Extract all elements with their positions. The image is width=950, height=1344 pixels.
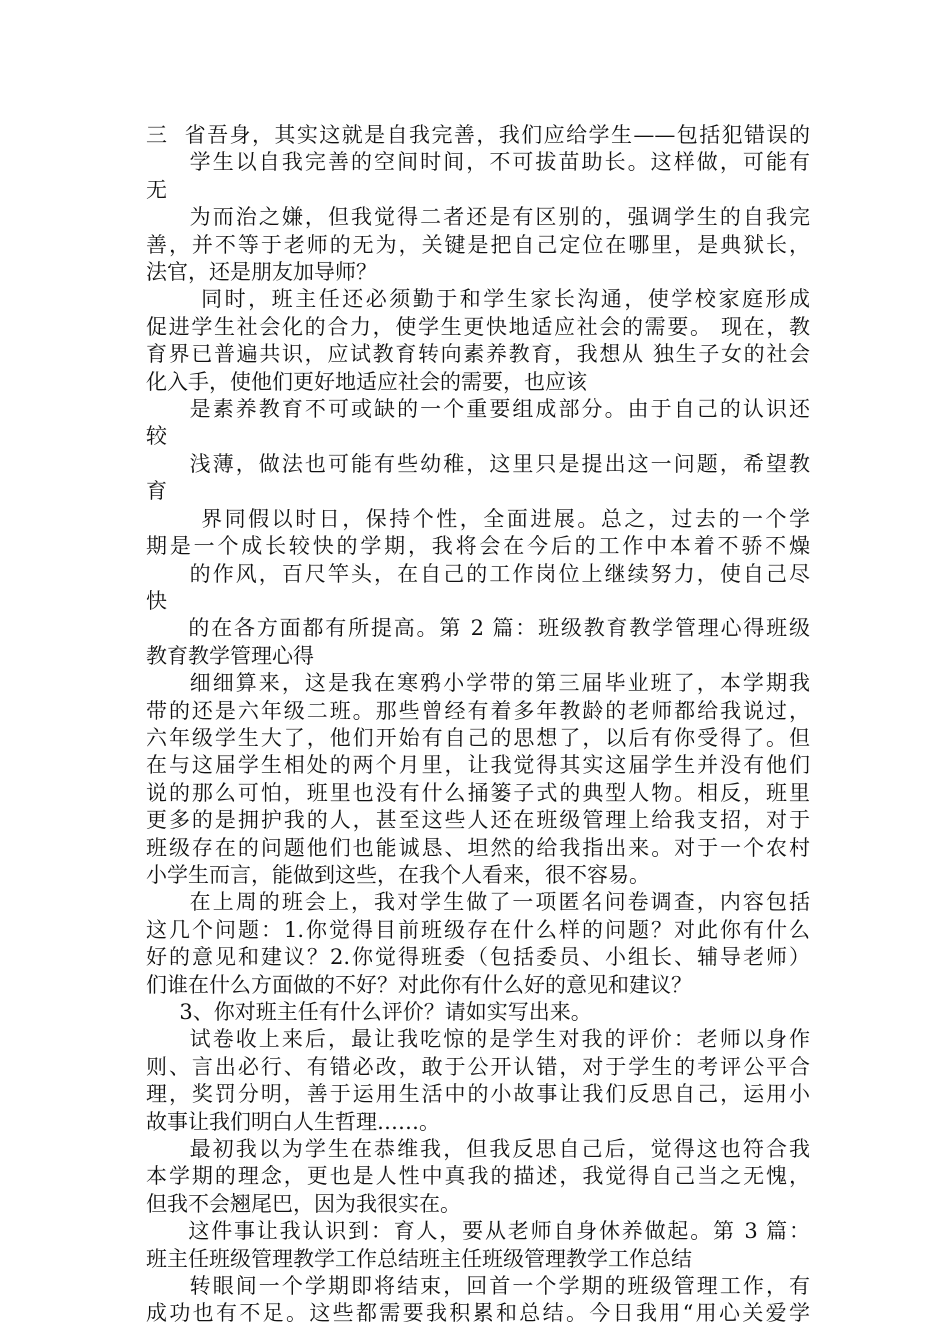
text-line: 教育教学管理心得 <box>146 643 314 668</box>
text-line: 小学生而言，能做到这些，在我个人看来，很不容易。 <box>146 862 650 887</box>
text-line: 理，奖罚分明，善于运用生活中的小故事让我们反思自己，运用小 <box>146 1082 810 1107</box>
text-line: 说的那么可怕，班里也没有什么捅篓子式的典型人物。相反，班里 <box>146 780 810 805</box>
text-line: 法官，还是朋友加导师？ <box>146 260 377 285</box>
text-line: 班主任班级管理教学工作总结班主任班级管理教学工作总结 <box>146 1246 692 1271</box>
text-line: 促进学生社会化的合力，使学生更快地适应社会的需要。 现在，教 <box>146 314 810 339</box>
text-line: 浅薄，做法也可能有些幼稚，这里只是提出这一问题，希望教 <box>146 451 810 476</box>
text-line: 无 <box>146 177 167 202</box>
text-line: 细细算来，这是我在寒鸦小学带的第三届毕业班了，本学期我 <box>146 671 810 696</box>
text-line: 故事让我们明白人生哲理……。 <box>146 1109 440 1134</box>
text-line: 3、你对班主任有什么评价？请如实写出来。 <box>146 1000 592 1024</box>
text-line: 们谁在什么方面做的不好？对此你有什么好的意见和建议？ <box>146 972 692 997</box>
text-line: 本学期的理念，更也是人性中真我的描述，我觉得自己当之无愧， <box>146 1164 810 1189</box>
text-line: 育界已普遍共识，应试教育转向素养教育，我想从 独生子女的社会 <box>146 342 810 367</box>
text-line: 这件事让我认识到：育人，要从老师自身休养做起。第 3 篇： <box>146 1219 810 1244</box>
text-line: 好的意见和建议？2.你觉得班委（包括委员、小组长、辅导老师） <box>146 945 810 970</box>
text-line: 成功也有不足。这些都需要我积累和总结。今日我用“用心关爱学 <box>146 1301 810 1326</box>
text-line: 在与这届学生相处的两个月里，让我觉得其实这届学生并没有他们 <box>146 753 810 778</box>
text-line: 在上周的班会上，我对学生做了一项匿名问卷调查，内容包括 <box>146 890 810 915</box>
text-line: 的在各方面都有所提高。第 2 篇：班级教育教学管理心得班级 <box>146 616 810 641</box>
text-line: 带的还是六年级二班。那些曾经有着多年教龄的老师都给我说过， <box>146 698 810 723</box>
document-body-text <box>146 122 810 1328</box>
text-line: 最初我以为学生在恭维我，但我反思自己后，觉得这也符合我 <box>146 1137 810 1162</box>
text-line: 界同假以时日，保持个性，全面进展。总之，过去的一个学 <box>146 506 810 531</box>
text-line: 这几个问题：1.你觉得目前班级存在什么样的问题？对此你有什么 <box>146 917 810 942</box>
text-line: 六年级学生大了，他们开始有自己的思想了，以后有你受得了。但 <box>146 725 810 750</box>
text-line: 期是一个成长较快的学期，我将会在今后的工作中本着不骄不燥 <box>146 534 810 559</box>
text-line: 是素养教育不可或缺的一个重要组成部分。由于自己的认识还 <box>146 397 810 422</box>
text-line: 转眼间一个学期即将结束，回首一个学期的班级管理工作，有 <box>146 1274 810 1299</box>
text-line: 班级存在的问题他们也能诚恳、坦然的给我指出来。对于一个农村 <box>146 835 810 860</box>
text-line: 三 省吾身，其实这就是自我完善，我们应给学生——包括犯错误的 <box>146 123 810 147</box>
text-line: 快 <box>146 588 167 613</box>
text-line: 同时，班主任还必须勤于和学生家长沟通，使学校家庭形成 <box>146 287 810 312</box>
text-line: 试卷收上来后，最让我吃惊的是学生对我的评价：老师以身作 <box>146 1027 810 1052</box>
text-line: 学生以自我完善的空间时间，不可拔苗助长。这样做，可能有 <box>146 150 810 175</box>
text-line: 育 <box>146 479 167 504</box>
text-line: 但我不会翘尾巴，因为我很实在。 <box>146 1191 461 1216</box>
text-line: 则、言出必行、有错必改，敢于公开认错，对于学生的考评公平合 <box>146 1054 810 1079</box>
text-line: 的作风，百尺竿头，在自己的工作岗位上继续努力，使自己尽 <box>146 561 810 586</box>
text-line: 为而治之嫌，但我觉得二者还是有区别的，强调学生的自我完 <box>146 205 810 230</box>
text-line: 化入手，使他们更好地适应社会的需要，也应该 <box>146 369 587 394</box>
text-line: 善，并不等于老师的无为，关键是把自己定位在哪里，是典狱长， <box>146 232 810 257</box>
text-line: 更多的是拥护我的人，甚至这些人还在班级管理上给我支招，对于 <box>146 808 810 833</box>
text-line: 较 <box>146 424 167 449</box>
